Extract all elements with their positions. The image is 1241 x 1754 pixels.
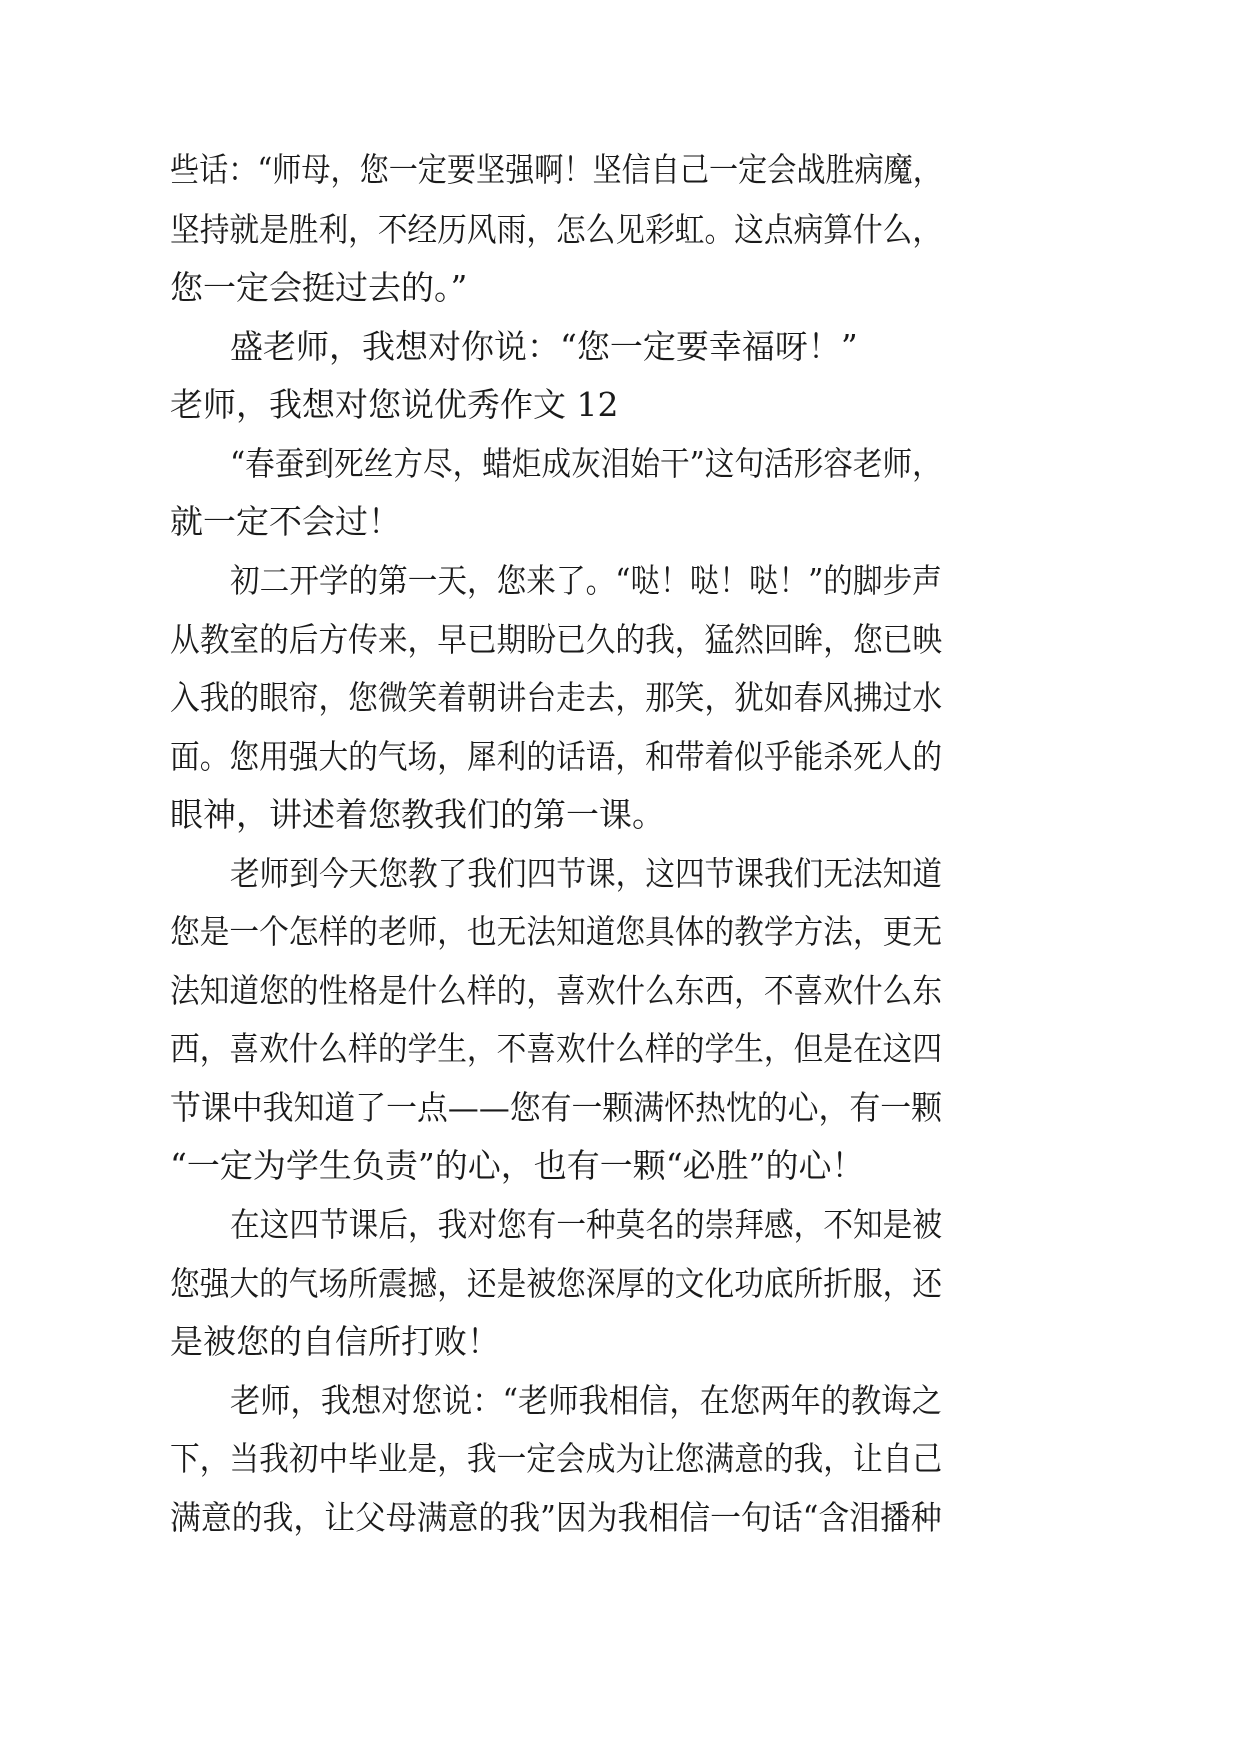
text-line: 您是一个怎样的老师，也无法知道您具体的教学方法，更无 bbox=[170, 912, 943, 951]
text-line: 是被您的自信所打败！ bbox=[170, 1322, 500, 1361]
text-line: 入我的眼帘，您微笑着朝讲台走去，那笑，犹如春风拂过水 bbox=[170, 678, 943, 717]
text-line: 初二开学的第一天，您来了。“哒！哒！哒！”的脚步声 bbox=[230, 561, 942, 600]
text-line: “一定为学生负责”的心，也有一颗“必胜”的心！ bbox=[170, 1146, 865, 1185]
text-line: 老师，我想对您说：“老师我相信，在您两年的教诲之 bbox=[230, 1381, 942, 1420]
text-line: 西，喜欢什么样的学生，不喜欢什么样的学生，但是在这四 bbox=[170, 1029, 943, 1068]
text-line: 些话：“师母，您一定要坚强啊！坚信自己一定会战胜病魔， bbox=[170, 150, 942, 189]
text-line: 法知道您的性格是什么样的，喜欢什么东西，不喜欢什么东 bbox=[170, 971, 943, 1010]
text-line: 盛老师，我想对你说：“您一定要幸福呀！” bbox=[230, 327, 858, 366]
text-line: “春蚕到死丝方尽，蜡炬成灰泪始干”这句活形容老师， bbox=[230, 444, 942, 483]
text-line: 就一定不会过！ bbox=[170, 502, 401, 541]
text-line: 老师到今天您教了我们四节课，这四节课我们无法知道 bbox=[230, 854, 943, 893]
text-line: 您一定会挺过去的。” bbox=[170, 268, 468, 307]
text-line: 眼神，讲述着您教我们的第一课。 bbox=[170, 795, 665, 834]
text-line: 在这四节课后，我对您有一种莫名的崇拜感，不知是被 bbox=[230, 1205, 943, 1244]
text-line: 您强大的气场所震撼，还是被您深厚的文化功底所折服，还 bbox=[170, 1264, 943, 1303]
text-line: 满意的我，让父母满意的我”因为我相信一句话“含泪播种 bbox=[170, 1498, 942, 1537]
text-line: 从教室的后方传来，早已期盼已久的我，猛然回眸，您已映 bbox=[170, 620, 943, 659]
text-line: 下，当我初中毕业是，我一定会成为让您满意的我，让自己 bbox=[170, 1439, 943, 1478]
text-line: 节课中我知道了一点——您有一颗满怀热忱的心，有一颗 bbox=[170, 1088, 943, 1127]
text-line: 面。您用强大的气场，犀利的话语，和带着似乎能杀死人的 bbox=[170, 737, 943, 776]
section-heading: 老师，我想对您说优秀作文 12 bbox=[170, 385, 619, 424]
text-line: 坚持就是胜利，不经历风雨，怎么见彩虹。这点病算什么， bbox=[170, 210, 943, 249]
